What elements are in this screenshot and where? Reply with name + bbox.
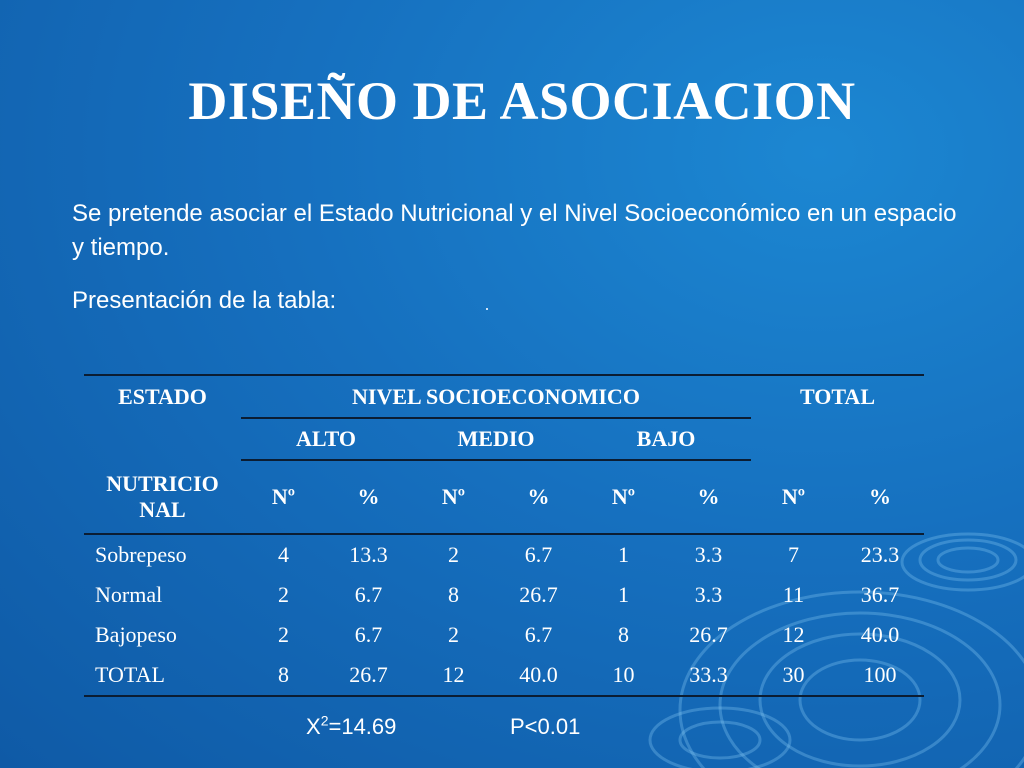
cell: 3.3	[694, 582, 723, 607]
chi-base: X	[306, 714, 321, 739]
header-medio-pct: %	[496, 460, 581, 534]
header-row-3	[84, 460, 924, 534]
slide-title: DISEÑO DE ASOCIACION	[188, 71, 856, 131]
header-total-n: Nº	[751, 460, 836, 534]
cell: 36.7	[860, 582, 900, 607]
table-row	[84, 534, 924, 575]
cell: 1	[618, 582, 629, 607]
chi-exponent: 2	[320, 712, 329, 729]
intro-paragraph: Se pretende asociar el Estado Nutricional y el Nivel Socioeconómico en un espacio y tiempo.	[72, 200, 957, 261]
header-nutricional: NUTRICIO NAL	[84, 460, 241, 534]
header-medio: MEDIO	[411, 418, 581, 460]
stray-dot	[486, 308, 488, 310]
cell: 8	[448, 582, 459, 607]
header-bajo-pct: %	[666, 460, 751, 534]
cell: 33.3	[666, 655, 751, 696]
association-table	[84, 374, 924, 697]
cell: 2	[448, 542, 459, 567]
header-nivel-socioeconomico: NIVEL SOCIOECONOMICO	[241, 375, 751, 418]
p-value: P<0.01	[510, 714, 581, 739]
cell: 12	[411, 655, 496, 696]
header-total: TOTAL	[751, 375, 924, 418]
header-row-1	[84, 375, 924, 418]
cell: 23.3	[860, 542, 900, 567]
cell: 26.7	[689, 622, 728, 647]
cell: 3.3	[694, 542, 723, 567]
cell: 8	[618, 622, 629, 647]
cell: 10	[581, 655, 666, 696]
row-label: Normal	[95, 582, 163, 607]
cell: 6.7	[354, 582, 383, 607]
cell: 12	[782, 622, 805, 647]
header-bajo: BAJO	[581, 418, 751, 460]
cell: 6.7	[354, 622, 383, 647]
cell: 2	[278, 582, 289, 607]
cell: 2	[448, 622, 459, 647]
table-row	[84, 615, 924, 655]
table-intro-text: Presentación de la tabla:	[72, 287, 337, 314]
cell: 26.7	[326, 655, 411, 696]
chi-square-statistic	[306, 714, 396, 740]
chi-value: =14.69	[328, 714, 397, 739]
header-bajo-n: Nº	[581, 460, 666, 534]
cell: 6.7	[524, 622, 553, 647]
cell: 8	[241, 655, 326, 696]
cell: 2	[278, 622, 289, 647]
cell: 100	[836, 655, 924, 696]
header-medio-n: Nº	[411, 460, 496, 534]
cell: 1	[618, 542, 629, 567]
header-alto-pct: %	[326, 460, 411, 534]
cell: 4	[278, 542, 289, 567]
row-label: Sobrepeso	[95, 542, 187, 567]
row-label: Bajopeso	[95, 622, 177, 647]
table-row-total	[84, 655, 924, 696]
header-estado: ESTADO	[84, 375, 241, 418]
cell: 40.0	[496, 655, 581, 696]
cell: 13.3	[349, 542, 388, 567]
header-row-2	[84, 418, 924, 460]
cell: 11	[782, 582, 805, 607]
cell: 30	[751, 655, 836, 696]
header-alto: ALTO	[241, 418, 411, 460]
header-total-pct: %	[836, 460, 924, 534]
cell: 6.7	[524, 542, 553, 567]
cell: 26.7	[519, 582, 558, 607]
cell: 40.0	[860, 622, 900, 647]
table-row	[84, 575, 924, 615]
header-alto-n: Nº	[241, 460, 326, 534]
cell: 7	[788, 542, 799, 567]
row-label: TOTAL	[84, 655, 241, 696]
